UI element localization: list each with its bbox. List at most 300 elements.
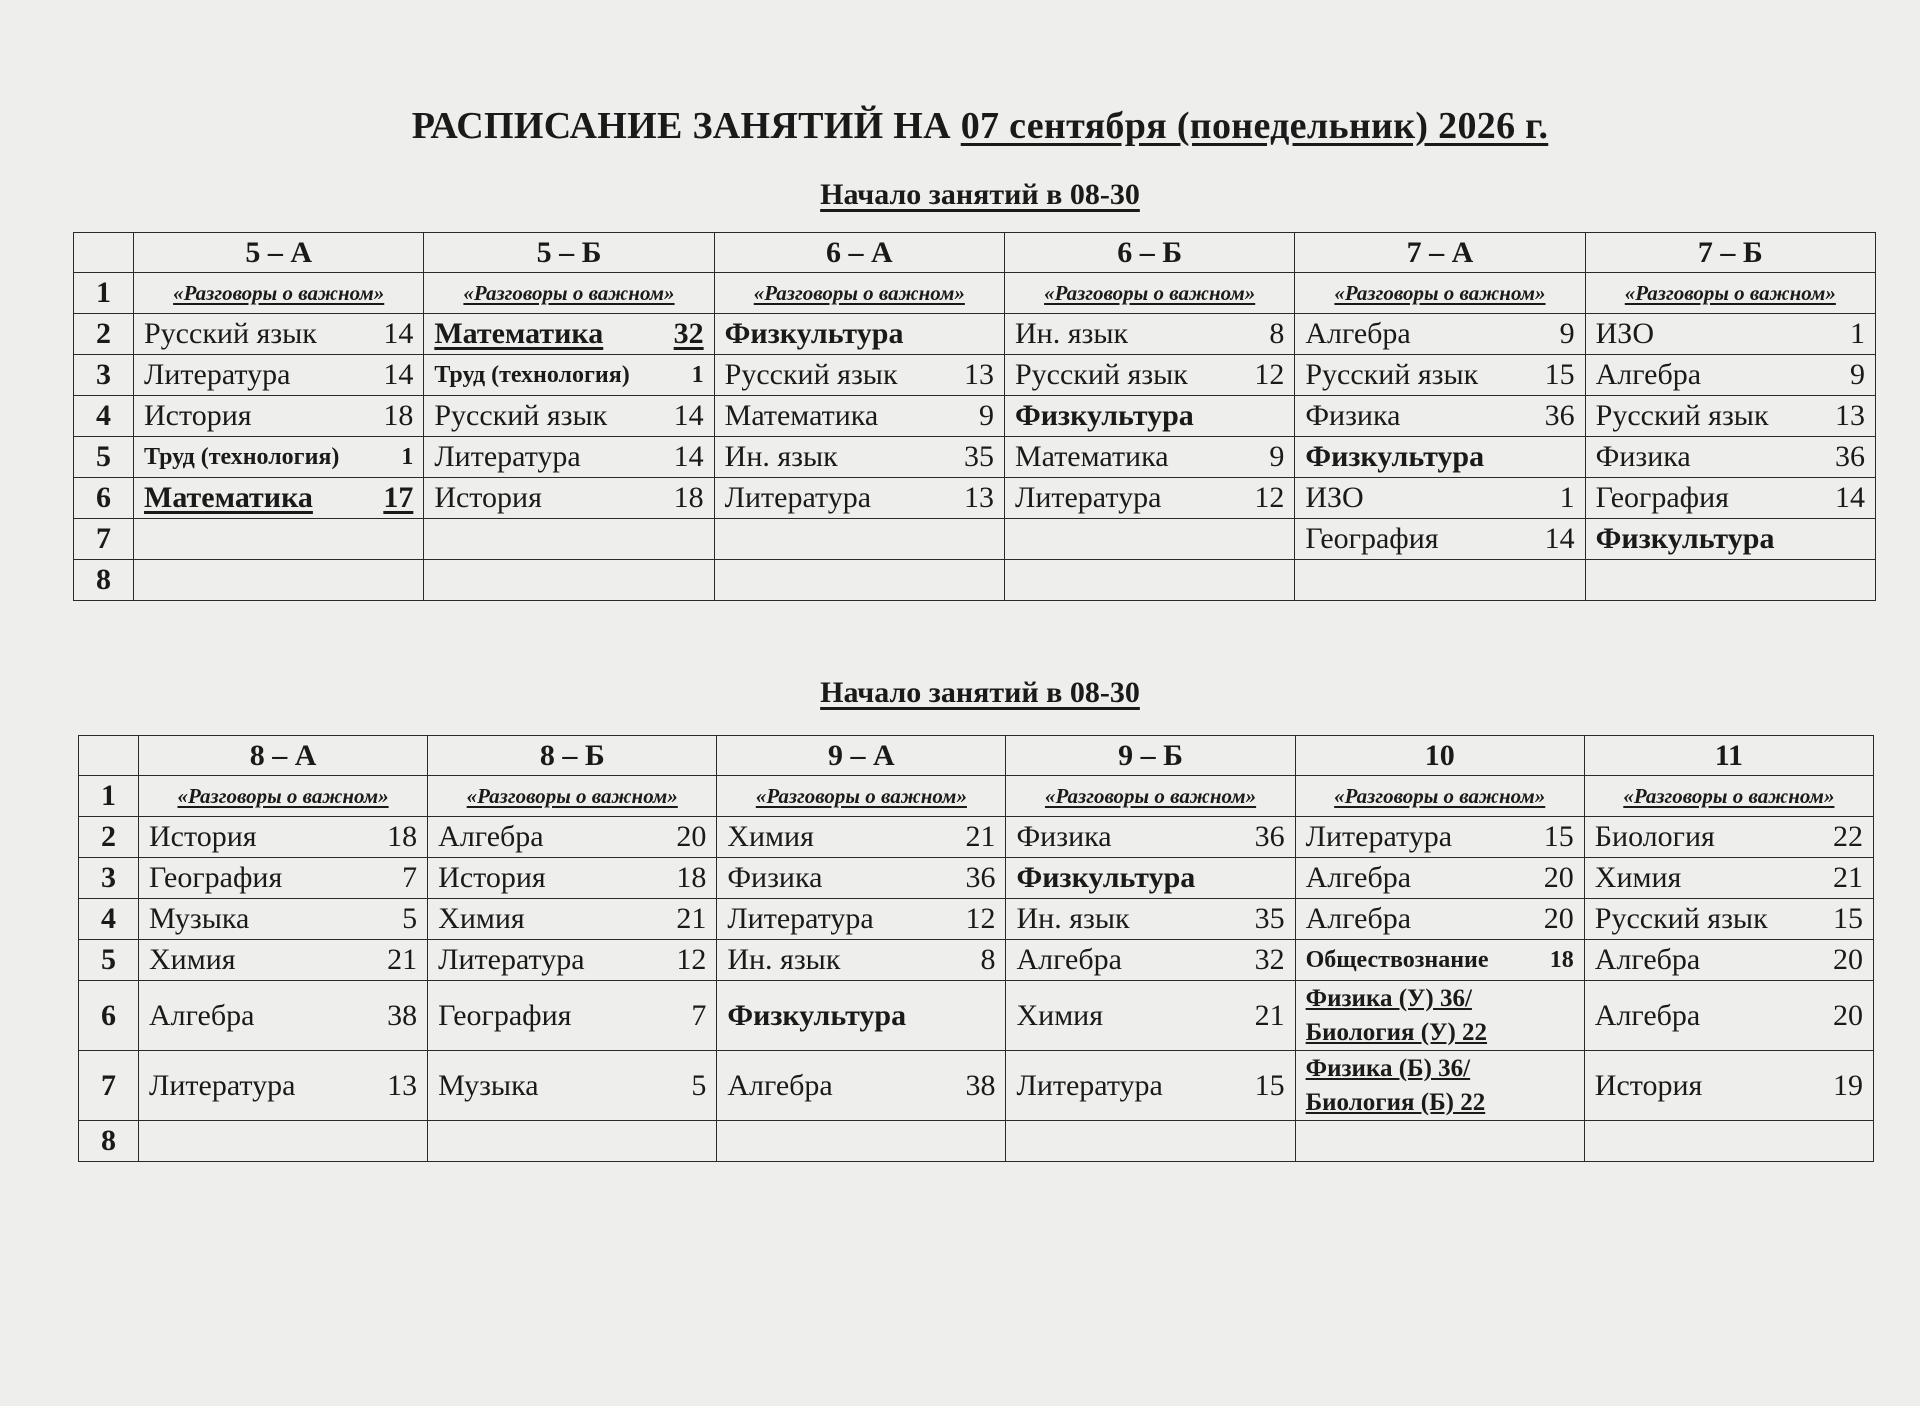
lesson-entry: [1015, 481, 1284, 515]
room-number: 20: [1833, 943, 1863, 976]
subject-name: Физкультура: [1014, 399, 1194, 432]
lesson-entry: [438, 861, 706, 895]
lesson-cell: [1295, 981, 1584, 1051]
lesson-cell: [1584, 1051, 1873, 1121]
lesson-cell: [1295, 560, 1585, 601]
lesson-cell: «Разговоры о важном»: [1004, 273, 1294, 314]
lesson-cell: [424, 560, 714, 601]
lesson-cell: [1295, 437, 1585, 478]
room-number: 15: [1543, 820, 1574, 853]
lesson-cell: [1295, 1121, 1584, 1162]
room-number: 19: [1833, 1068, 1863, 1102]
subject-name: Физика: [727, 861, 823, 894]
subject-name: Русский язык: [724, 358, 898, 391]
lesson-cell: [139, 940, 428, 981]
subject-name: Музыка: [149, 902, 250, 935]
lesson-entry: [727, 1069, 995, 1103]
lesson-entry: [434, 440, 703, 474]
subject-name: Литература: [144, 358, 291, 391]
lesson-cell: [424, 355, 714, 396]
lesson-number: 8: [74, 560, 134, 601]
class-header: 8 – А: [139, 736, 428, 776]
subject-name: Русский язык: [1305, 358, 1479, 391]
lesson-cell: [134, 396, 424, 437]
lesson-cell: [1006, 1051, 1295, 1121]
room-number: 14: [383, 317, 414, 350]
subject-name: Химия: [1016, 998, 1104, 1032]
lesson-cell: [1295, 396, 1585, 437]
lesson-cell: «Разговоры о важном»: [428, 776, 717, 817]
lesson-entry: [1596, 522, 1865, 556]
lesson-cell: [139, 858, 428, 899]
lesson-cell: [1585, 519, 1875, 560]
room-number: 18: [387, 820, 418, 853]
lesson-cell: [1584, 940, 1873, 981]
lesson-cell: [134, 519, 424, 560]
lesson-cell: «Разговоры о важном»: [717, 776, 1006, 817]
class-header: 9 – Б: [1006, 736, 1295, 776]
lesson-row: [79, 776, 1874, 817]
lesson-cell: [1295, 314, 1585, 355]
lesson-cell: [717, 1051, 1006, 1121]
lesson-entry: [727, 861, 995, 895]
lesson-entry: [1596, 481, 1865, 515]
room-number: 21: [965, 820, 996, 853]
subject-name: Физкультура: [727, 998, 907, 1032]
lesson-entry: [1595, 820, 1863, 854]
room-number: 36: [1544, 399, 1575, 432]
lesson-cell: [1584, 899, 1873, 940]
subject-name: ИЗО: [1305, 481, 1364, 514]
lesson-row: [79, 858, 1874, 899]
lesson-entry: [725, 481, 994, 515]
lesson-entry: [144, 358, 413, 392]
lesson-entry: [1305, 481, 1574, 515]
subject-name: Математика: [1014, 440, 1169, 473]
lesson-cell: [1295, 355, 1585, 396]
lesson-row: [74, 355, 1876, 396]
lesson-cell: [714, 396, 1004, 437]
lesson-entry: [1306, 947, 1574, 974]
lesson-cell: [1004, 396, 1294, 437]
room-number: 13: [387, 1068, 418, 1102]
lesson-number: 3: [79, 858, 139, 899]
lesson-entry: [1015, 358, 1284, 392]
lesson-number: 2: [74, 314, 134, 355]
class-header: 8 – Б: [428, 736, 717, 776]
lesson-cell: [1004, 478, 1294, 519]
lesson-cell: [1295, 940, 1584, 981]
lesson-cell: [139, 817, 428, 858]
lesson-number: 6: [74, 478, 134, 519]
lesson-cell: [428, 899, 717, 940]
lesson-cell: [714, 437, 1004, 478]
subject-name: Алгебра: [149, 998, 255, 1032]
subject-name: История: [149, 820, 257, 853]
subject-name: Алгебра: [1016, 943, 1122, 976]
room-number: 5: [402, 902, 418, 935]
lesson-entry: [1596, 317, 1865, 351]
lesson-cell: [1585, 396, 1875, 437]
lesson-cell: [1585, 560, 1875, 601]
lesson-cell: [1585, 355, 1875, 396]
lesson-multi: [1306, 1052, 1574, 1120]
subject-name: Ин. язык: [727, 943, 841, 976]
lesson-number: 4: [79, 899, 139, 940]
lesson-row: [74, 396, 1876, 437]
lesson-cell: [1006, 899, 1295, 940]
lesson-cell: «Разговоры о важном»: [1585, 273, 1875, 314]
lesson-cell: [1585, 478, 1875, 519]
room-number: 21: [1254, 998, 1285, 1032]
subject-name: Литература: [724, 481, 872, 514]
lesson-cell: [714, 314, 1004, 355]
subject-name: Русский язык: [144, 317, 317, 350]
room-number: 35: [963, 440, 994, 473]
lesson-cell: [1584, 1121, 1873, 1162]
lesson-cell: [1584, 981, 1873, 1051]
subject-line-2: Биология (Б) 22: [1305, 1088, 1486, 1116]
lesson-cell: [714, 519, 1004, 560]
lesson-cell: [1295, 858, 1584, 899]
lesson-entry: [1305, 399, 1574, 433]
lesson-cell: [428, 817, 717, 858]
lesson-cell: [428, 858, 717, 899]
lesson-entry: [144, 317, 413, 351]
subject-name: История: [434, 481, 542, 514]
lesson-cell: [717, 899, 1006, 940]
lesson-number: 1: [74, 273, 134, 314]
lesson-entry: [149, 999, 417, 1033]
subject-name: Русский язык: [1595, 399, 1769, 432]
room-number: 12: [676, 943, 707, 976]
lesson-multi: [1306, 982, 1574, 1050]
lesson-entry: [1016, 1069, 1284, 1103]
room-number: 12: [965, 902, 996, 935]
subject-name: Физкультура: [1595, 522, 1775, 555]
lesson-cell: [717, 817, 1006, 858]
subject-name: Ин. язык: [1016, 902, 1130, 935]
lesson-entry: [434, 481, 703, 515]
subject-name: Обществознание: [1305, 946, 1489, 973]
lesson-cell: [1295, 519, 1585, 560]
lesson-cell: [1006, 1121, 1295, 1162]
lesson-cell: «Разговоры о важном»: [134, 273, 424, 314]
subject-name: Физика: [1595, 440, 1691, 473]
lesson-entry: [1306, 902, 1574, 936]
room-number: 32: [1254, 943, 1285, 976]
subject-name: Химия: [1594, 861, 1682, 894]
lesson-cell: [134, 478, 424, 519]
lesson-cell: [717, 981, 1006, 1051]
subject-name: Литература: [438, 943, 585, 976]
lesson-cell: [714, 478, 1004, 519]
room-number: 15: [1833, 902, 1863, 935]
class-header: 5 – Б: [424, 233, 714, 273]
class-header: 11: [1584, 736, 1873, 776]
room-number: 17: [383, 481, 414, 514]
schedule-table-1: [73, 232, 1876, 601]
lesson-entry: [1595, 943, 1863, 977]
subject-name: Алгебра: [727, 1068, 833, 1102]
subject-name: Музыка: [438, 1068, 539, 1102]
subject-name: Русский язык: [1594, 902, 1768, 935]
subject-name: Математика: [144, 481, 313, 514]
room-number: 22: [1833, 820, 1863, 853]
room-number: 9: [978, 399, 994, 432]
room-number: 8: [980, 943, 996, 976]
lesson-entry: [438, 999, 706, 1033]
lesson-entry: [1595, 861, 1863, 895]
lesson-number: 8: [79, 1121, 139, 1162]
lesson-entry: [725, 399, 994, 433]
room-number: 21: [1833, 861, 1863, 894]
subject-name: Физика: [1305, 399, 1401, 432]
room-number: 1: [401, 443, 414, 470]
room-number: 1: [1559, 481, 1575, 514]
lesson-row: [79, 940, 1874, 981]
lesson-entry: [434, 399, 703, 433]
room-number: 35: [1254, 902, 1285, 935]
lesson-cell: [428, 1121, 717, 1162]
class-header: 7 – А: [1295, 233, 1585, 273]
lesson-cell: [139, 981, 428, 1051]
corner-cell: [79, 736, 139, 776]
subject-name: Алгебра: [1305, 861, 1412, 894]
lesson-entry: [434, 362, 703, 389]
lesson-entry: [1016, 902, 1284, 936]
lesson-entry: [1305, 522, 1574, 556]
room-number: 13: [963, 358, 994, 391]
subject-name: География: [1595, 481, 1729, 514]
room-number: 38: [387, 998, 418, 1032]
lesson-cell: [139, 1051, 428, 1121]
start-time-1: Начало занятий в 08-30: [820, 178, 1140, 211]
lesson-cell: [1006, 817, 1295, 858]
lesson-cell: [134, 314, 424, 355]
subject-name: Математика: [724, 399, 879, 432]
lesson-cell: [1585, 437, 1875, 478]
room-number: 20: [1833, 998, 1863, 1032]
room-number: 32: [673, 317, 704, 350]
lesson-entry: [727, 902, 995, 936]
room-number: 36: [1254, 820, 1285, 853]
class-header: 5 – А: [134, 233, 424, 273]
lesson-cell: [1295, 1051, 1584, 1121]
subject-line-1: Физика (У) 36/: [1305, 984, 1472, 1012]
lesson-cell: [1004, 560, 1294, 601]
class-header: 6 – А: [714, 233, 1004, 273]
lesson-entry: [1305, 358, 1574, 392]
lesson-entry: [1305, 440, 1574, 474]
lesson-cell: [1006, 858, 1295, 899]
lesson-cell: [1295, 817, 1584, 858]
subject-name: Литература: [1014, 481, 1162, 514]
subject-name: Химия: [149, 943, 236, 976]
room-number: 8: [1269, 317, 1285, 350]
lesson-entry: [1016, 999, 1284, 1033]
lesson-entry: [727, 820, 995, 854]
lesson-entry: [725, 358, 994, 392]
subject-name: Физика: [1016, 820, 1112, 853]
lesson-row: [79, 899, 1874, 940]
lesson-row: [79, 981, 1874, 1051]
lesson-entry: [149, 820, 417, 854]
subject-name: Ин. язык: [724, 440, 838, 473]
lesson-number: 5: [74, 437, 134, 478]
room-number: 7: [691, 998, 707, 1032]
subject-name: Химия: [727, 820, 814, 853]
corner-cell: [74, 233, 134, 273]
subject-line-2: Биология (У) 22: [1305, 1018, 1488, 1046]
lesson-cell: [1006, 940, 1295, 981]
lesson-number: 5: [79, 940, 139, 981]
lesson-entry: [1015, 317, 1284, 351]
room-number: 18: [1549, 946, 1574, 973]
room-number: 14: [1544, 522, 1575, 555]
lesson-cell: [1006, 981, 1295, 1051]
lesson-cell: «Разговоры о важном»: [1295, 776, 1584, 817]
room-number: 1: [1850, 317, 1865, 350]
lesson-entry: [1305, 317, 1574, 351]
lesson-row: [74, 314, 1876, 355]
lesson-cell: [1295, 899, 1584, 940]
room-number: 20: [1543, 902, 1574, 935]
room-number: 9: [1559, 317, 1575, 350]
subject-name: Алгебра: [438, 820, 544, 853]
subject-name: Литература: [727, 902, 874, 935]
lesson-entry: [1016, 820, 1284, 854]
lesson-cell: [1295, 478, 1585, 519]
lesson-entry: [149, 861, 417, 895]
subject-name: Литература: [1305, 820, 1453, 853]
lesson-row: [74, 519, 1876, 560]
room-number: 13: [963, 481, 994, 514]
lesson-number: 7: [79, 1051, 139, 1121]
room-number: 20: [1543, 861, 1574, 894]
lesson-cell: [717, 1121, 1006, 1162]
lesson-entry: [727, 999, 995, 1033]
lesson-entry: [438, 902, 706, 936]
lesson-row: [79, 1121, 1874, 1162]
lesson-cell: «Разговоры о важном»: [714, 273, 1004, 314]
lesson-cell: [139, 1121, 428, 1162]
lesson-entry: [149, 1069, 417, 1103]
subject-name: География: [438, 998, 572, 1032]
lesson-cell: [428, 1051, 717, 1121]
room-number: 36: [965, 861, 996, 894]
subject-name: История: [144, 399, 252, 432]
start-time-2: Начало занятий в 08-30: [820, 676, 1140, 709]
subject-name: Литература: [434, 440, 581, 473]
lesson-entry: [1306, 820, 1574, 854]
lesson-entry: [434, 317, 703, 351]
subject-name: География: [1305, 522, 1439, 555]
subject-name: Химия: [438, 902, 525, 935]
room-number: 18: [383, 399, 414, 432]
lesson-entry: [725, 440, 994, 474]
subject-name: Физкультура: [1016, 861, 1196, 894]
room-number: 14: [673, 399, 704, 432]
lesson-cell: [714, 560, 1004, 601]
class-header: 7 – Б: [1585, 233, 1875, 273]
schedule-table-2: [78, 735, 1874, 1162]
lesson-number: 1: [79, 776, 139, 817]
room-number: 5: [691, 1068, 707, 1102]
lesson-entry: [438, 820, 706, 854]
lesson-entry: [727, 943, 995, 977]
lesson-entry: [1015, 399, 1284, 433]
lesson-cell: [714, 355, 1004, 396]
lesson-cell: [428, 981, 717, 1051]
room-number: 12: [1254, 481, 1285, 514]
lesson-cell: [424, 314, 714, 355]
room-number: 12: [1254, 358, 1285, 391]
room-number: 18: [673, 481, 704, 514]
lesson-cell: [1584, 817, 1873, 858]
lesson-entry: [144, 399, 413, 433]
header-row: [79, 736, 1874, 776]
room-number: 21: [676, 902, 707, 935]
lesson-cell: [1004, 355, 1294, 396]
subject-line-1: Физика (Б) 36/: [1305, 1054, 1471, 1082]
room-number: 20: [676, 820, 707, 853]
lesson-cell: [1584, 858, 1873, 899]
room-number: 7: [402, 861, 418, 894]
lesson-cell: «Разговоры о важном»: [139, 776, 428, 817]
subject-name: Физкультура: [724, 317, 904, 350]
room-number: 14: [673, 440, 704, 473]
lesson-cell: «Разговоры о важном»: [1295, 273, 1585, 314]
lesson-cell: «Разговоры о важном»: [1584, 776, 1873, 817]
lesson-entry: [144, 481, 413, 515]
lesson-cell: [717, 940, 1006, 981]
subject-name: Математика: [434, 317, 604, 350]
lesson-entry: [149, 902, 417, 936]
lesson-entry: [438, 943, 706, 977]
title-date: 07 сентября (понедельник) 2026 г.: [960, 105, 1549, 147]
lesson-entry: [1016, 943, 1284, 977]
lesson-cell: «Разговоры о важном»: [424, 273, 714, 314]
lesson-cell: [424, 396, 714, 437]
lesson-entry: [1595, 1069, 1863, 1103]
lesson-entry: [1306, 861, 1574, 895]
room-number: 13: [1835, 399, 1865, 432]
room-number: 9: [1269, 440, 1285, 473]
lesson-number: 6: [79, 981, 139, 1051]
lesson-number: 3: [74, 355, 134, 396]
title-prefix: РАСПИСАНИЕ ЗАНЯТИЙ НА: [411, 105, 961, 147]
subject-name: История: [438, 861, 546, 894]
lesson-number: 4: [74, 396, 134, 437]
room-number: 21: [387, 943, 418, 976]
lesson-cell: [1004, 437, 1294, 478]
lesson-entry: [1016, 861, 1284, 895]
class-header: 6 – Б: [1004, 233, 1294, 273]
lesson-number: 7: [74, 519, 134, 560]
subject-name: Русский язык: [1014, 358, 1188, 391]
lesson-cell: [1004, 314, 1294, 355]
lesson-entry: [1596, 399, 1865, 433]
lesson-cell: [424, 519, 714, 560]
lesson-entry: [1596, 358, 1865, 392]
lesson-row: [74, 437, 1876, 478]
room-number: 14: [1835, 481, 1865, 514]
room-number: 15: [1254, 1068, 1285, 1102]
subject-name: Алгебра: [1305, 317, 1411, 350]
subject-name: Алгебра: [1305, 902, 1412, 935]
lesson-cell: [717, 858, 1006, 899]
